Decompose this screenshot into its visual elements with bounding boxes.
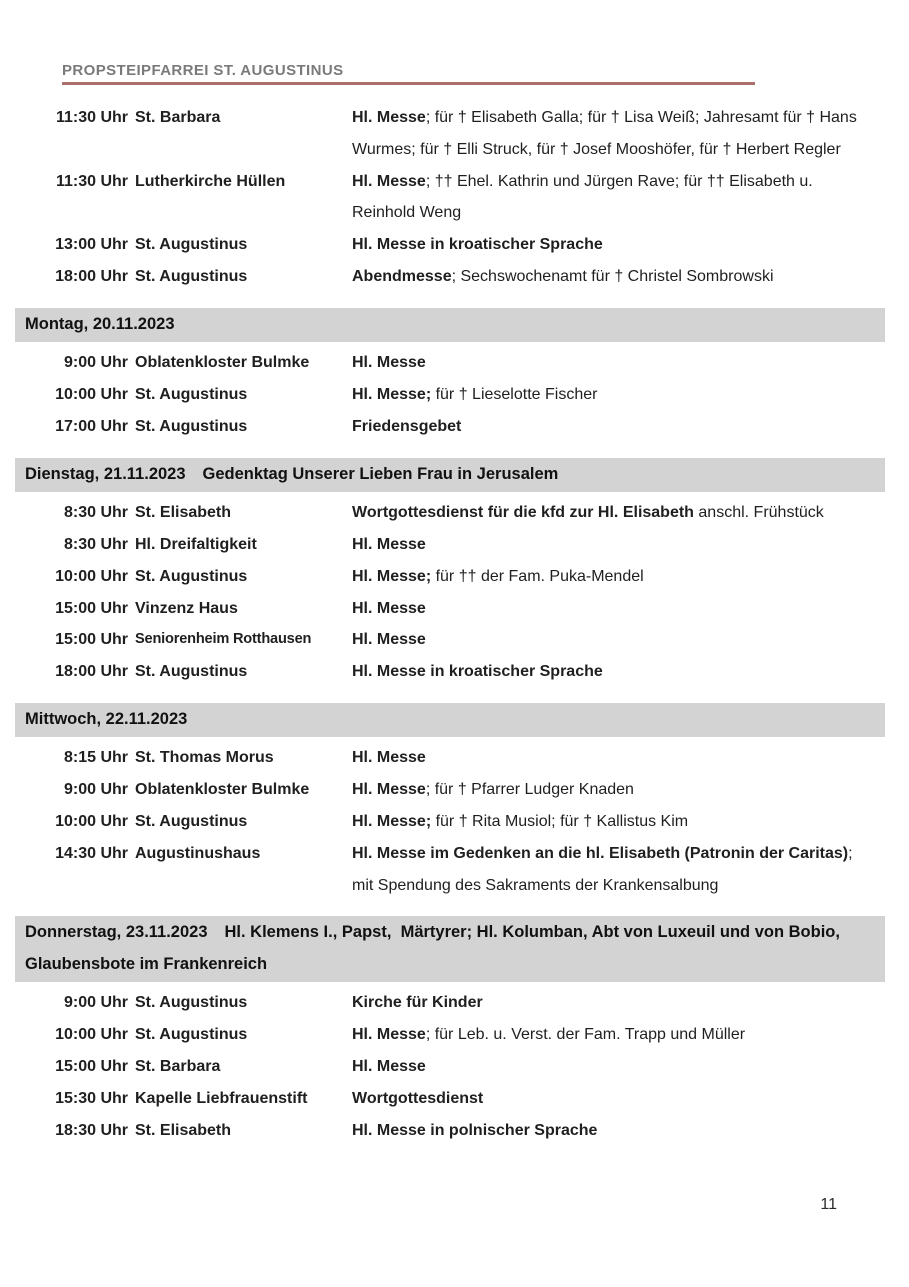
description-main: Wortgottesdienst (352, 1089, 484, 1107)
description-detail: ; für † Pfarrer Ludger Knaden (425, 781, 634, 799)
entry-description (352, 347, 865, 379)
description-main: Hl. Messe (352, 354, 426, 372)
entry-time: 15:00 Uhr (55, 599, 128, 617)
entry-location: Vinzenz Haus (135, 599, 238, 617)
description-detail: für †† der Fam. Puka-Mendel (431, 567, 644, 585)
entry-location: St. Augustinus (135, 994, 248, 1012)
description-main: Hl. Messe (352, 631, 426, 649)
entry-description (352, 497, 865, 529)
entry-time: 14:30 Uhr (55, 844, 128, 862)
entry-location: St. Elisabeth (135, 504, 232, 522)
entry-time: 9:00 Uhr (63, 994, 128, 1012)
entry-description (352, 806, 865, 838)
section-rows (15, 737, 885, 908)
entry-location: St. Augustinus (135, 267, 248, 285)
schedule-row (40, 987, 865, 1019)
entry-description (352, 529, 865, 561)
schedule-section (15, 97, 885, 300)
entry-time: 18:00 Uhr (55, 663, 128, 681)
entry-description (352, 656, 865, 688)
description-main: Hl. Messe (352, 781, 426, 799)
entry-description (352, 774, 865, 806)
entry-time: 10:00 Uhr (55, 1026, 128, 1044)
description-main: Hl. Messe (352, 535, 426, 553)
day-banner (15, 703, 885, 738)
entry-location: Seniorenheim Rotthausen (135, 631, 312, 648)
entry-time: 11:30 Uhr (55, 109, 128, 126)
description-main: Hl. Messe im Gedenken an die hl. Elisabeth (Patronin der Caritas) (352, 844, 849, 862)
schedule-row (40, 102, 865, 166)
description-detail: ; †† Ehel. Kathrin und Jürgen Rave; für †† Elisabeth u. Reinhold Weng (352, 172, 813, 222)
section-rows (15, 97, 885, 300)
entry-time: 10:00 Uhr (55, 386, 128, 404)
entry-time: 8:30 Uhr (63, 504, 128, 522)
entry-time: 9:00 Uhr (63, 354, 128, 372)
entry-description (352, 411, 865, 443)
entry-time: 11:30 Uhr (55, 172, 128, 190)
description-main: Hl. Messe; (352, 567, 432, 585)
entry-location: St. Augustinus (135, 417, 248, 435)
schedule-row (40, 561, 865, 593)
entry-time: 18:00 Uhr (55, 267, 128, 285)
entry-location: Oblatenkloster Bulmke (135, 781, 310, 799)
entry-description (352, 1083, 865, 1115)
entry-description (352, 593, 865, 625)
day-date: Montag, 20.11.2023 (25, 314, 175, 333)
entry-time: 17:00 Uhr (55, 417, 128, 435)
schedule-section (15, 458, 885, 695)
schedule-row (40, 166, 865, 230)
schedule-row (40, 1019, 865, 1051)
schedule-row (40, 838, 865, 902)
description-main: Wortgottesdienst für die kfd zur Hl. Elisabeth (352, 504, 694, 522)
section-rows (15, 342, 885, 449)
entry-time: 15:00 Uhr (55, 1058, 128, 1076)
schedule-row (40, 593, 865, 625)
parish-title: PROPSTEIPFARREI ST. AUGUSTINUS (62, 62, 344, 79)
schedule-section (15, 703, 885, 908)
description-main: Friedensgebet (352, 417, 462, 435)
entry-description (352, 261, 865, 293)
description-main: Hl. Messe (352, 1058, 426, 1076)
description-main: Hl. Messe (352, 1026, 426, 1044)
description-detail: anschl. Frühstück (693, 504, 824, 522)
entry-location: St. Augustinus (135, 663, 248, 681)
schedule-row (40, 624, 865, 656)
day-banner (15, 916, 885, 982)
schedule-row (40, 774, 865, 806)
section-rows (15, 982, 885, 1153)
schedule-row (40, 261, 865, 293)
schedule-row (40, 529, 865, 561)
description-main: Hl. Messe (352, 749, 426, 767)
entry-location: St. Augustinus (135, 567, 248, 585)
entry-description (352, 229, 865, 261)
entry-description (352, 742, 865, 774)
schedule-row (40, 1083, 865, 1115)
description-main: Abendmesse (352, 267, 452, 285)
description-detail: für † Rita Musiol; für † Kallistus Kim (431, 813, 689, 831)
entry-time: 15:00 Uhr (55, 631, 128, 649)
entry-description (352, 379, 865, 411)
description-detail: ; für Leb. u. Verst. der Fam. Trapp und Müller (425, 1026, 746, 1044)
page-number: 11 (820, 1196, 837, 1213)
section-rows (15, 492, 885, 695)
description-detail: für † Lieselotte Fischer (431, 386, 598, 404)
entry-description (352, 1019, 865, 1051)
day-banner (15, 458, 885, 493)
schedule-row (40, 411, 865, 443)
entry-description (352, 987, 865, 1019)
day-date: Donnerstag, 23.11.2023 (25, 923, 208, 942)
entry-time: 18:30 Uhr (55, 1121, 128, 1139)
description-main: Hl. Messe; (352, 813, 432, 831)
entry-location: St. Augustinus (135, 236, 248, 254)
schedule-row (40, 347, 865, 379)
entry-description (352, 838, 865, 902)
entry-time: 10:00 Uhr (55, 813, 128, 831)
entry-description (352, 561, 865, 593)
entry-time: 8:15 Uhr (63, 749, 128, 767)
entry-location: Hl. Dreifaltigkeit (135, 535, 257, 553)
description-main: Hl. Messe in kroatischer Sprache (352, 663, 603, 681)
parish-header (62, 62, 755, 85)
entry-location: Lutherkirche Hüllen (135, 172, 286, 190)
entry-description (352, 1051, 865, 1083)
entry-location: Augustinushaus (135, 844, 261, 862)
entry-location: St. Thomas Morus (135, 749, 274, 767)
description-main: Hl. Messe; (352, 386, 432, 404)
entry-location: St. Augustinus (135, 813, 248, 831)
description-main: Hl. Messe (352, 109, 426, 126)
schedule-row (40, 1115, 865, 1147)
schedule-section (15, 308, 885, 450)
schedule-row (40, 497, 865, 529)
entry-time: 8:30 Uhr (63, 535, 128, 553)
entry-time: 10:00 Uhr (55, 567, 128, 585)
schedule-row (40, 806, 865, 838)
entry-location: St. Barbara (135, 1058, 221, 1076)
entry-description (352, 1115, 865, 1147)
day-date: Dienstag, 21.11.2023 (25, 464, 186, 483)
entry-description (352, 166, 865, 230)
description-detail: ; für † Elisabeth Galla; für † Lisa Weiß; Jahresamt für † Hans Wurmes; für † Elli Struck, für † Josef Mooshöfer, für † Herbert Regler (352, 109, 857, 158)
entry-location: Oblatenkloster Bulmke (135, 354, 310, 372)
entry-time: 15:30 Uhr (55, 1089, 128, 1107)
entry-description (352, 102, 865, 166)
schedule-row (40, 656, 865, 688)
day-subtitle: Hl. Klemens I., Papst, Märtyrer; Hl. Kolumban, Abt von Luxeuil und von Bobio, Glaubensbote im Frankenreich (25, 923, 845, 973)
entry-location: St. Augustinus (135, 386, 248, 404)
schedule-row (40, 1051, 865, 1083)
day-subtitle: Gedenktag Unserer Lieben Frau in Jerusalem (202, 464, 559, 483)
mass-schedule (0, 85, 909, 1153)
description-main: Hl. Messe in kroatischer Sprache (352, 236, 603, 254)
entry-location: St. Augustinus (135, 1026, 248, 1044)
schedule-section (15, 916, 885, 1153)
entry-time: 9:00 Uhr (63, 781, 128, 799)
description-detail: ; mit Spendung des Sakraments der Krankensalbung (352, 844, 853, 894)
entry-time: 13:00 Uhr (55, 236, 128, 254)
schedule-row (40, 742, 865, 774)
description-main: Kirche für Kinder (352, 994, 483, 1012)
day-banner (15, 308, 885, 343)
schedule-row (40, 379, 865, 411)
day-date: Mittwoch, 22.11.2023 (25, 709, 188, 728)
description-main: Hl. Messe in polnischer Sprache (352, 1121, 598, 1139)
description-main: Hl. Messe (352, 599, 426, 617)
entry-location: St. Barbara (135, 109, 221, 126)
entry-location: Kapelle Liebfrauenstift (135, 1089, 308, 1107)
entry-location: St. Elisabeth (135, 1121, 232, 1139)
description-main: Hl. Messe (352, 172, 426, 190)
description-detail: ; Sechswochenamt für † Christel Sombrowski (451, 267, 774, 285)
schedule-row (40, 229, 865, 261)
entry-description (352, 624, 865, 656)
